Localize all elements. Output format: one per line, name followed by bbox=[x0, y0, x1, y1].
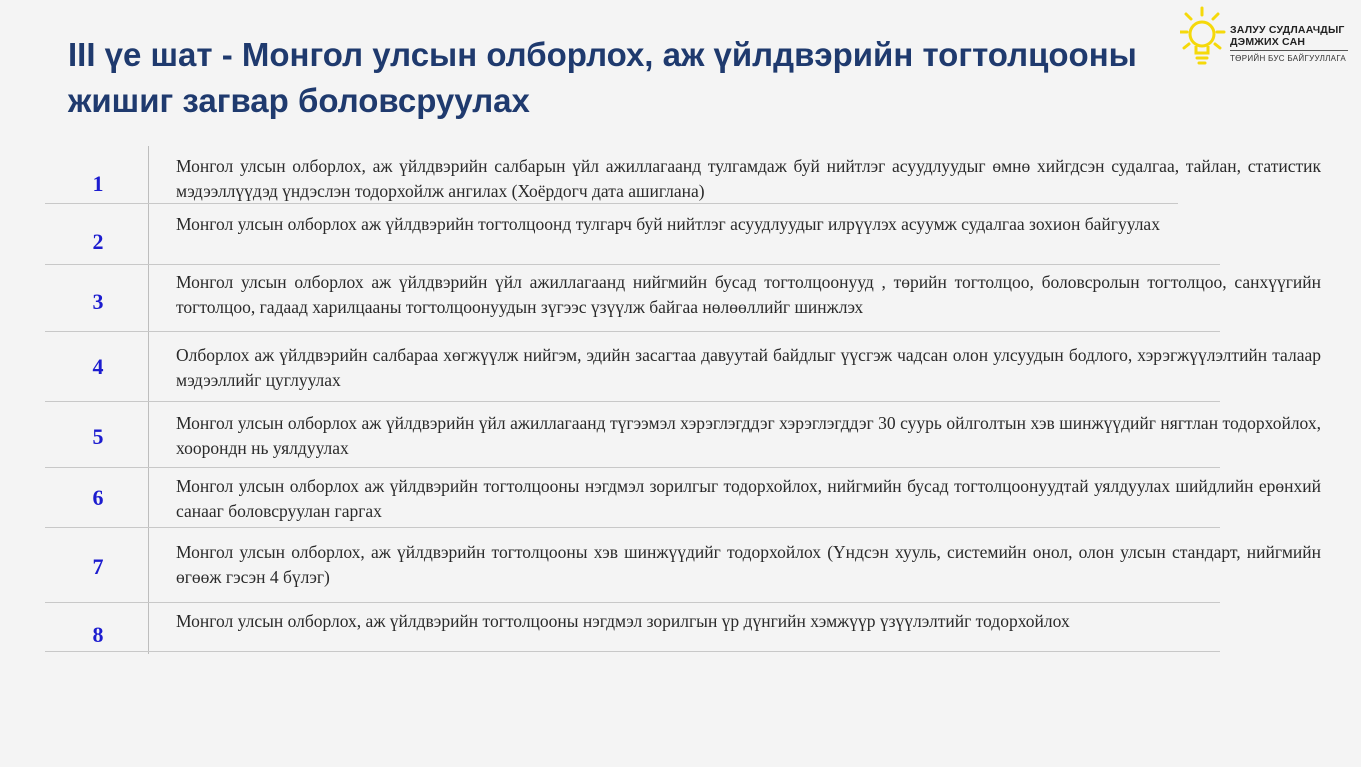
row-divider bbox=[45, 467, 1220, 468]
logo-line-1: ЗАЛУУ СУДЛААЧДЫГ bbox=[1230, 24, 1345, 36]
table-column-divider bbox=[148, 146, 149, 654]
row-divider bbox=[45, 264, 1220, 265]
row-number: 8 bbox=[92, 622, 104, 647]
row-divider bbox=[45, 651, 1220, 652]
row-number: 7 bbox=[92, 554, 104, 579]
organization-logo bbox=[1180, 6, 1355, 72]
row-divider bbox=[45, 527, 1220, 528]
row-text: Монгол улсын олборлох, аж үйлдвэрийн тогтолцооны хэв шинжүүдийг тодорхойлох (Үндсэн хууль, системийн онол, олон улсын стандарт, нийгмийн өгөөж гэсэн 4 бүлэг) bbox=[176, 542, 1321, 587]
row-number: 1 bbox=[92, 171, 104, 196]
lightbulb-icon bbox=[1180, 6, 1228, 72]
row-text: Монгол улсын олборлох аж үйлдвэрийн үйл ажиллагаанд түгээмэл хэрэглэгддэг хэрэглэгддэг 30 суурь ойлголтын хэв шинжүүдийг нягтлан тодорхойлох, хоорондн нь уялдуулах bbox=[176, 413, 1321, 458]
row-text: Монгол улсын олборлох аж үйлдвэрийн тогтолцооны нэгдмэл зорилгыг тодорхойлох, нийгмийн бусад тогтолцоонуудтай уялдуулах шийдлийн ерөнхий санааг боловсруулан гаргах bbox=[176, 476, 1321, 521]
row-number: 6 bbox=[92, 485, 104, 510]
logo-line-2: ДЭМЖИХ САН bbox=[1230, 36, 1306, 48]
row-number: 4 bbox=[92, 354, 104, 379]
row-text: Монгол улсын олборлох, аж үйлдвэрийн тогтолцооны нэгдмэл зорилгын үр дүнгийн хэмжүүр үзүүлэлтийг тодорхойлох bbox=[176, 611, 1070, 631]
row-divider bbox=[45, 331, 1220, 332]
row-text: Олборлох аж үйлдвэрийн салбараа хөгжүүлж нийгэм, эдийн засагтаа давуутай байдлыг үүсгэж чадсан олон улсуудын бодлого, хэрэгжүүлэлтийн талаар мэдээллийг цуглуулах bbox=[176, 345, 1321, 390]
row-number: 2 bbox=[92, 229, 104, 254]
row-divider bbox=[45, 602, 1220, 603]
logo-line-3: ТӨРИЙН БУС БАЙГУУЛЛАГА bbox=[1230, 54, 1347, 63]
row-text: Монгол улсын олборлох, аж үйлдвэрийн салбарын үйл ажиллагаанд тулгамдаж буй нийтлэг асуудлуудыг өмнө хийгдсэн судалгаа, тайлан, статистик мэдээллүүдэд үндэслэн тодорхойлж ангилах (Хоёрдогч дата ашиглана) bbox=[176, 156, 1321, 201]
row-text: Монгол улсын олборлох аж үйлдвэрийн тогтолцоонд тулгарч буй нийтлэг асуудлуудыг илрүүлэх асуумж судалгаа зохион байгуулах bbox=[176, 214, 1160, 234]
row-text: Монгол улсын олборлох аж үйлдвэрийн үйл ажиллагаанд нийгмийн бусад тогтолцоонууд , төрийн тогтолцоо, боловсролын тогтолцоо, санхүүгийн тогтолцоо, гадаад харилцааны тогтолцоонуудын зүгээс үзүүлж байгаа нөлөөллийг шинжлэх bbox=[176, 272, 1321, 317]
row-divider bbox=[45, 401, 1220, 402]
page-title: III үе шат - Монгол улсын олборлох, аж үйлдвэрийн тогтолцооны жишиг загвар боловсруулах bbox=[68, 36, 1137, 119]
logo-divider bbox=[1230, 50, 1348, 51]
row-number: 5 bbox=[92, 424, 104, 449]
row-number: 3 bbox=[92, 289, 104, 314]
